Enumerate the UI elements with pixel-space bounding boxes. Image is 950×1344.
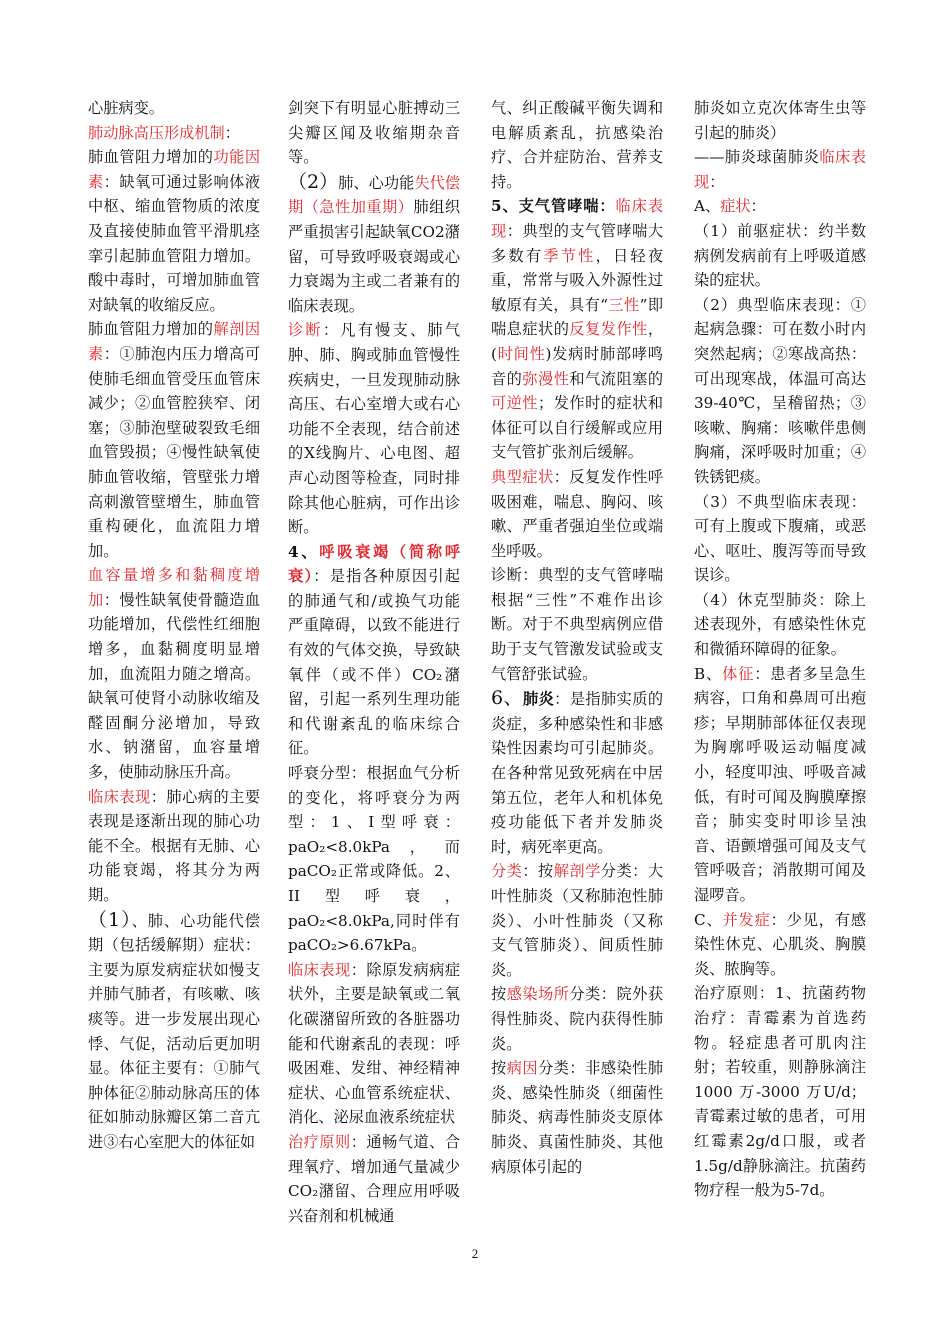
highlighted-term: 季节性 [543,246,596,265]
paragraph [88,563,260,784]
highlighted-term: 病因 [506,1059,539,1078]
text-run: ： [224,123,240,142]
highlighted-term: 功能因素 [88,148,261,191]
text-run: （4）休克型肺炎：除上述表现外，有感染性休克和微循环障碍的征象。 [694,590,866,659]
text-run: ：典型的支气管哮喘大多数有 [491,221,664,265]
paragraph [88,96,260,121]
text-run: 、肺、心功能代偿期（包括缓解期）症状：主要为原发病症状如慢支并肺气肺者，有咳嗽、咳痰等。进一步发展出现心悸、气促，活动后更加明显。体征主要有：①肺气肿体征②肺动脉高压的体征如肺动脉瓣区第二音亢进③右心室肥大的体征如 [88,911,260,1151]
text-run: ：是指各种原因引起的肺通气和/或换气功能严重障碍，以致不能进行有效的气体交换，导致缺氧伴（或不伴）CO₂潴留，引起一系列生理功能和代谢紊乱的临床综合征。 [288,567,460,758]
text-run: （1）前驱症状：约半数病例发病前有上呼吸道感染的症状。 [694,221,866,290]
paragraph [694,908,866,982]
text-run: 和气流阻塞的 [569,369,664,388]
paragraph [88,121,260,146]
text-run: 肺血管阻力增加的 [88,320,214,339]
highlighted-term: 解剖因素 [88,320,261,363]
text-run: B、 [694,664,723,683]
text-run: 分类：院外获得性肺炎、院内获得性肺炎。 [491,985,664,1053]
text-run: （2） [288,170,339,193]
text-column-4 [694,96,866,1203]
highlighted-term: 感染场所 [506,985,570,1004]
text-run: ：反复发作性呼吸困难，喘息、胸闷、咳嗽、严重者强迫坐位或端坐呼吸。 [491,467,664,560]
text-run: ：患者多呈急生病容，口角和鼻周可出疱疹；早期肺部体征仅表现为胸廓呼吸运动幅度减小，轻度叩浊、呼吸音减低，有时可闻及胸膜摩擦音；肺实变时叩诊呈浊音、语颤增强可闻及支气管呼吸音；消散期可闻及湿啰音。 [694,664,866,904]
highlighted-term: 呼吸衰竭（简称呼衰） [288,542,461,586]
paragraph [88,785,260,908]
text-run: （1） [88,908,132,931]
paragraph [88,145,260,317]
text-run: C、 [694,910,723,929]
text-run: ： [750,197,766,216]
text-run: ：凡有慢支、肺气肿、肺、胸或肺血管慢性疾病史，一旦发现肺动脉高压、右心室增大或右心功能不全表现，结合前述的X线胸片、心电图、超声心动图等检查，同时排除其他心脏病，可作出诊断。 [288,321,461,537]
highlighted-term: 典型症状 [491,467,554,486]
paragraph [694,981,866,1202]
highlighted-term: 临床表现 [694,148,867,191]
paragraph [288,170,460,319]
paragraph [694,219,866,293]
paragraph [288,958,460,1130]
paragraph [288,1130,460,1228]
paragraph [694,96,866,145]
text-run: ——肺炎球菌肺炎 [694,148,820,167]
paragraph [288,96,460,170]
text-run: ”即喘息症状的 [491,295,664,339]
text-run: 心脏病变。 [88,99,164,117]
highlighted-term: 分类 [491,862,523,881]
paragraph [694,490,866,588]
text-run: 5、支气管哮喘 [491,197,600,216]
text-column-3 [491,96,663,1179]
text-run: 剑突下有明显心脏搏动三尖瓣区闻及收缩期杂音等。 [288,99,460,167]
highlighted-term: 时间性 [496,344,546,363]
text-run: 分类：大叶性肺炎（又称肺泡性肺炎）、小叶性肺炎（又称支气管肺炎）、间质性肺炎。 [491,862,664,979]
text-run: 肺血管阻力增加的 [88,148,214,167]
text-run: ： [709,172,725,191]
text-run: ：缺氧可通过影响体液中枢、缩血管物质的浓度及直接使肺血管平滑肌痉挛引起肺血管阻力增加。酸中毒时，可增加肺血管对缺氧的收缩反应。 [88,172,261,314]
text-run: （2）典型临床表现：①起病急骤：可在数小时内突然起病；②寒战高热：可出现寒战，体温可高达39-40℃，呈稽留热；③咳嗽、胸痛：咳嗽伴患侧胸痛，深呼吸时加重；④铁锈钯痰。 [694,295,866,486]
paragraph [694,588,866,662]
paragraph [694,194,866,219]
highlighted-term: 肺动脉高压形成机制 [88,123,225,142]
paragraph [491,96,663,194]
text-run: 按 [491,1059,507,1078]
text-run: ：通畅气道、合理氧疗、增加通气量减少CO₂潴留、合理应用呼吸兴奋剂和机械通 [288,1132,461,1225]
paragraph [491,465,663,563]
highlighted-term: 反复发作性 [569,320,648,339]
paragraph [694,145,866,194]
highlighted-term: 失代偿期（急性加重期） [288,173,461,217]
highlighted-term: 三性 [608,295,640,314]
text-run: 肺炎如立克次体寄生虫等引起的肺炎） [694,99,866,142]
paragraph [491,563,663,686]
text-run: ：①肺泡内压力增高可使肺毛细血管受压血管床减少；②血管腔狭窄、闭塞；③肺泡壁破裂致毛细血管毁损；④慢性缺氧使肺血管收缩，管壁张力增高刺激管壁增生，肺血管重构硬化，血流阻力增加。 [88,344,261,560]
text-run: ，( [491,320,664,363]
text-run: 肺炎 [522,690,555,709]
text-run: ： [599,197,616,216]
paragraph [694,662,866,908]
highlighted-term: 临床表现 [88,787,151,806]
highlighted-term: 诊断 [288,321,323,340]
highlighted-term: 可逆性 [491,394,539,413]
highlighted-term: 症状 [720,197,751,216]
paragraph [288,318,460,539]
text-run: 肺、心功能 [338,173,415,192]
highlighted-term: 并发症 [722,910,771,929]
text-run: 4、 [288,542,320,561]
text-run: 呼衰分型：根据血气分析的变化，将呼衰分为两型：1、I型呼衰：paO₂<8.0kPa，而 paCO₂正常或降低。2、II型呼衰，paO₂<8.0kPa,同时伴有paCO₂>6.67kPa。 [288,764,460,955]
paragraph [491,686,663,859]
highlighted-term: 治疗原则 [288,1132,351,1151]
text-run: ：少见，有感染性休克、心肌炎、胸膜炎、脓胸等。 [694,910,867,978]
paragraph [288,540,460,761]
text-run: 诊断：典型的支气管哮喘根据“三性”不难作出诊断。对于不典型病例应借助于支气管激发试验或支气管舒张试验。 [491,566,663,683]
paragraph [491,859,663,982]
text-run: 6、 [491,687,523,710]
paragraph [288,761,460,958]
text-run: ：肺心病的主要表现是逐渐出现的肺心功能不全。根据有无肺、心功能衰竭，将其分为两期。 [88,787,261,904]
text-run: （3）不典型临床表现：可有上腹或下腹痛，或恶心、呕吐、腹泻等而导致误诊。 [694,492,866,585]
text-run: ：慢性缺氧使骨髓造血功能增加，代偿性红细胞增多，血黏稠度明显增加，血流阻力随之增高。缺氧可使肾小动脉收缩及醛固酮分泌增加，导致水、钠潴留，血容量增多，使肺动脉压升高。 [88,590,261,782]
highlighted-term: 血容量增多和黏稠度增加 [88,566,260,609]
text-run: ：除原发病病症状外，主要是缺氧或二氧化碳潴留所致的各脏器功能和代谢紊乱的表现：呼吸困难、发绀、神经精神症状、心血管系统症状、消化、泌尿血液系统症状 [288,960,461,1127]
paragraph [694,293,866,490]
text-column-2 [288,96,460,1228]
highlighted-term: 临床表现 [288,960,351,979]
text-run: ：是指肺实质的炎症，多种感染性和非感染性因素均可引起肺炎。在各种常见致死病在中居第五位，老年人和机体免疫功能低下者并发肺炎时，病死率更高。 [491,690,663,856]
page-number: 2 [471,1246,479,1261]
text-run: ；发作时的症状和体征可以自行缓解或应用支气管扩张剂后缓解。 [491,394,664,462]
paragraph [491,982,663,1056]
text-column-1 [88,96,260,1155]
text-run: 气、纠正酸碱平衡失调和电解质紊乱，抗感染治疗、合并症防治、营养支持。 [491,99,663,191]
paragraph [491,1056,663,1179]
text-run: ，日轻夜重，常常与吸入外源性过敏原有关，具有“ [491,246,664,314]
highlighted-term: 解剖学 [553,862,601,881]
highlighted-term: 弥漫性 [522,369,570,388]
text-run: 分类：非感染性肺炎、感染性肺炎（细菌性肺炎、病毒性肺炎支原体肺炎、真菌性肺炎、其他病原体引起的 [491,1059,664,1176]
text-run: 按 [491,985,507,1004]
text-run: 肺组织严重损害引起缺氧CO2潴留，可导致呼吸衰竭或心力衰竭为主或二者兼有的临床表现。 [288,198,461,315]
highlighted-term: 临床表现 [491,197,664,240]
paragraph [88,317,260,563]
text-run: )发病时肺部哮鸣音的 [491,344,663,388]
paragraph [491,194,663,465]
text-run: A、 [694,197,721,216]
text-run: ：按 [522,862,554,881]
paragraph [88,908,260,1155]
highlighted-term: 体征 [722,664,755,683]
text-run: 治疗原则：1、抗菌药物治疗：青霉素为首选药物。轻症患者可肌肉注射；若较重，则静脉滴注 1000 万-3000 万U/d；青霉素过敏的患者，可用红霉素2g/d口服，或者1.5g/d静脉滴注。抗菌药物疗程一般为5-7d。 [694,984,866,1200]
